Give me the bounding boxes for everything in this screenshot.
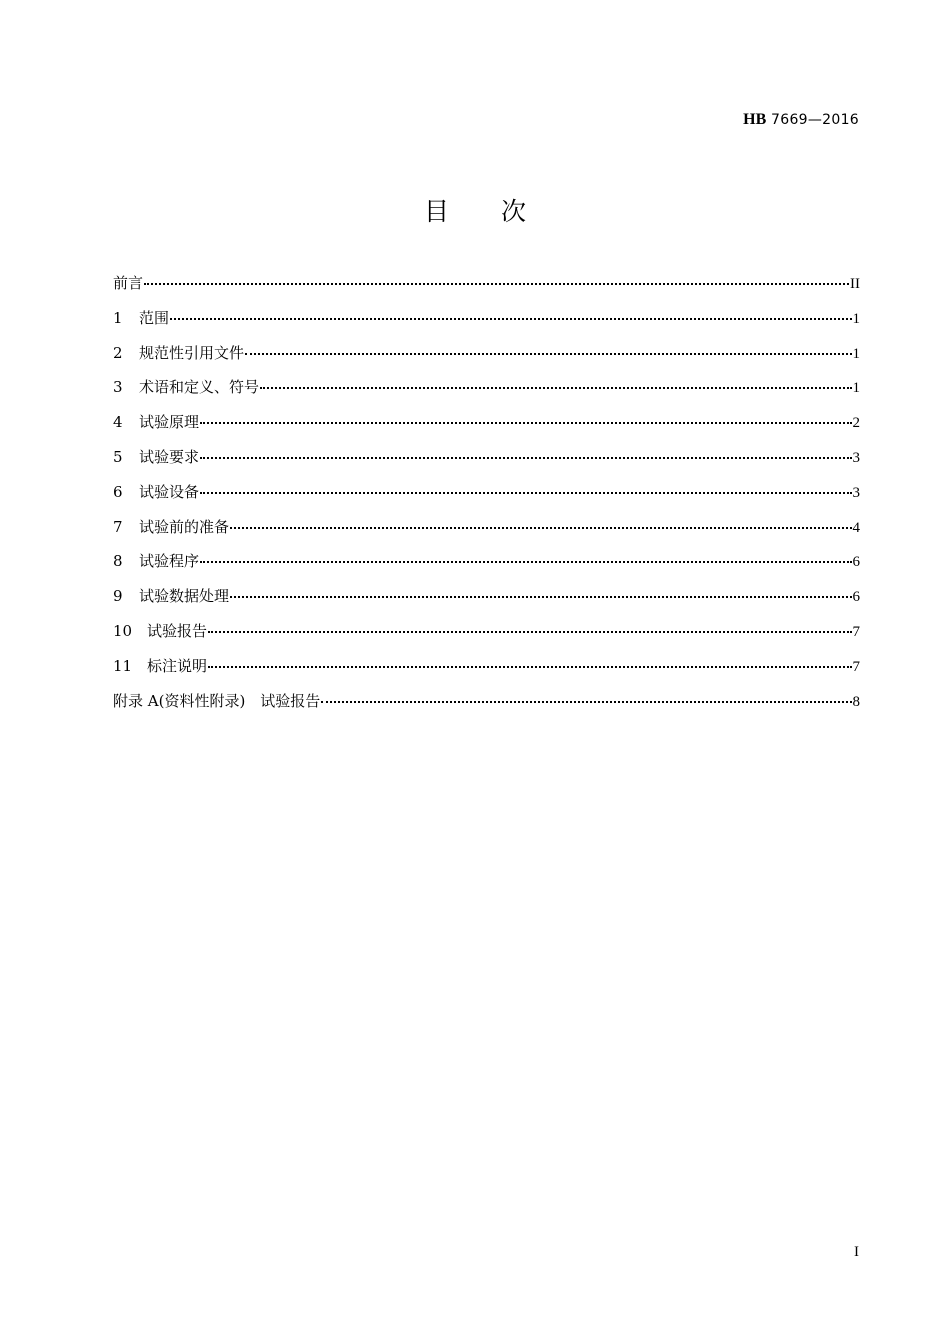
toc-entry-label: 试验原理: [139, 413, 200, 432]
toc-entry-number: 11: [113, 656, 133, 675]
dot-leader: [230, 514, 851, 532]
dot-leader: [200, 479, 851, 497]
standard-prefix: HB: [743, 111, 767, 128]
toc-entry-number: 4: [113, 413, 123, 432]
toc-entry-label: 标注说明: [147, 656, 208, 675]
toc-entry-5[interactable]: [113, 444, 860, 479]
page-title: [0, 192, 950, 228]
toc-entry-7[interactable]: [113, 514, 860, 549]
toc-entry-1[interactable]: [113, 305, 860, 340]
toc-entry-label: 附录 A(资料性附录) 试验报告: [113, 691, 321, 710]
toc-entry-number: 8: [113, 552, 123, 571]
toc-entry-foreword[interactable]: [113, 270, 860, 305]
toc-entry-4[interactable]: [113, 409, 860, 444]
toc-entry-6[interactable]: [113, 479, 860, 514]
toc-entry-11[interactable]: [113, 653, 860, 688]
toc-entry-number: 2: [113, 343, 123, 362]
toc-entry-number: 7: [113, 517, 123, 536]
title-char-2: 次: [501, 197, 527, 226]
toc-entry-label: 术语和定义、符号: [139, 378, 260, 397]
toc-entry-8[interactable]: [113, 548, 860, 583]
toc-entry-label: 试验前的准备: [139, 517, 230, 536]
toc-entry-label: 试验要求: [139, 447, 200, 466]
toc-entry-label: 试验设备: [139, 482, 200, 501]
toc-entry-label: 范围: [139, 308, 170, 327]
toc-entry-label: 前言: [113, 274, 144, 292]
toc-entry-page: 4: [852, 519, 860, 536]
toc-entry-10[interactable]: [113, 618, 860, 653]
toc-entry-number: 3: [113, 378, 123, 397]
table-of-contents: [113, 270, 860, 722]
toc-entry-page: 6: [852, 554, 860, 571]
toc-entry-page: II: [850, 276, 860, 292]
dot-leader: [208, 653, 851, 671]
toc-entry-page: 1: [852, 380, 860, 397]
toc-entry-page: 1: [852, 310, 860, 327]
toc-entry-label: 试验程序: [139, 552, 200, 571]
title-char-1: 目: [423, 197, 449, 226]
toc-entry-label: 试验数据处理: [139, 587, 230, 606]
toc-entry-number: 6: [113, 482, 123, 501]
toc-entry-page: 7: [852, 658, 860, 675]
dot-leader: [245, 340, 851, 358]
dot-leader: [321, 688, 851, 706]
dot-leader: [170, 305, 851, 323]
dot-leader: [200, 548, 851, 566]
toc-entry-page: 7: [852, 623, 860, 640]
toc-entry-2[interactable]: [113, 340, 860, 375]
toc-entry-page: 8: [852, 693, 860, 710]
dot-leader: [144, 270, 849, 288]
toc-entry-page: 3: [852, 449, 860, 466]
dot-leader: [200, 444, 851, 462]
toc-entry-page: 6: [852, 589, 860, 606]
toc-entry-appendix-a[interactable]: [113, 688, 860, 723]
toc-entry-number: 1: [113, 308, 123, 327]
dot-leader: [200, 409, 851, 427]
toc-entry-3[interactable]: [113, 374, 860, 409]
toc-entry-page: 1: [852, 345, 860, 362]
dot-leader: [260, 374, 851, 392]
dot-leader: [230, 583, 851, 601]
toc-entry-label: 规范性引用文件: [139, 343, 245, 362]
toc-entry-page: 2: [852, 415, 860, 432]
toc-entry-9[interactable]: [113, 583, 860, 618]
toc-entry-page: 3: [852, 484, 860, 501]
standard-number: 7669—2016: [771, 112, 859, 128]
document-code: [743, 110, 859, 129]
toc-entry-number: 9: [113, 587, 123, 606]
page-number: I: [854, 1244, 859, 1260]
toc-entry-label: 试验报告: [147, 621, 208, 640]
dot-leader: [208, 618, 851, 636]
toc-entry-number: 10: [113, 621, 133, 640]
toc-entry-number: 5: [113, 447, 123, 466]
